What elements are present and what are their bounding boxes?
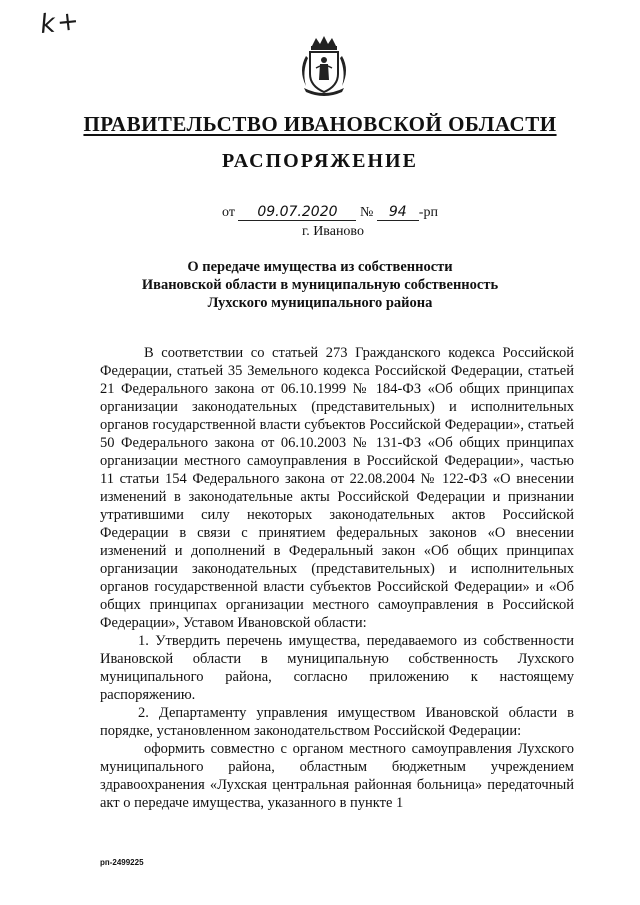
subject-line-3: Лухского муниципального района [207, 295, 433, 311]
item-1-paragraph: 1. Утвердить перечень имущества, передаваемого из собственности Ивановской области в муниципальную собственность Лухского муниципального района, согласно приложению к настоящему распоряжению. [100, 633, 574, 703]
number-label: № [359, 205, 374, 220]
item-2-paragraph: 2. Департаменту управления имуществом Ивановской области в порядке, установленном законодательством Российской Федерации: [100, 705, 574, 739]
document-subject [0, 258, 640, 312]
city-line: г. Иваново [302, 224, 364, 239]
document-body [100, 344, 574, 812]
handwritten-date: 09.07.2020 [238, 205, 356, 221]
subject-line-2: Ивановской области в муниципальную собственность [141, 277, 499, 293]
preamble-paragraph: В соответствии со статьей 273 Гражданского кодекса Российской Федерации, статьей 35 Земельного кодекса Российской Федерации, статьей 21 Федерального закона от 06.10.1999 № 184-ФЗ «Об общих принципах организации законодательных (представительных) и исполнительных органов государственной власти субъектов Российской Федерации», статьей 50 Федерального закона от 06.10.2003 № 131-ФЗ «Об общих принципах организации местного самоуправления в Российской Федерации», частью 11 статьи 154 Федерального закона от 22.08.2004 № 122-ФЗ «О внесении изменений в законодательные акты Российской Федерации и признании утратившими силу некоторых законодательных актов Российской Федерации в связи с принятием федеральных законов «О внесении изменений и дополнений в Федеральный закон «Об общих принципах организации законодательных (представительных) и исполнительных органов государственной власти субъектов Российской Федерации» и «Об общих принципах организации местного самоуправления в Российской Федерации», Уставом Ивановской области: [100, 345, 574, 631]
subject-line-1: О передаче имущества из собственности [187, 259, 453, 275]
handwritten-note: k+ [38, 5, 83, 41]
government-title: ПРАВИТЕЛЬСТВО ИВАНОВСКОЙ ОБЛАСТИ [83, 112, 557, 136]
document-code: рп-2499225 [100, 858, 144, 867]
number-suffix: -рп [418, 205, 438, 220]
item-2-subparagraph: оформить совместно с органом местного самоуправления Лухского муниципального района, областным бюджетным учреждением здравоохранения «Лухская центральная районная больница» передаточный акт о передаче имущества, указанного в пункте 1 [100, 741, 574, 811]
date-prefix: от [222, 205, 235, 220]
document-type-heading: РАСПОРЯЖЕНИЕ [222, 150, 418, 172]
date-number-line [222, 205, 438, 221]
handwritten-number: 94 [377, 205, 419, 221]
ivanovo-coat-of-arms-icon [296, 36, 352, 96]
